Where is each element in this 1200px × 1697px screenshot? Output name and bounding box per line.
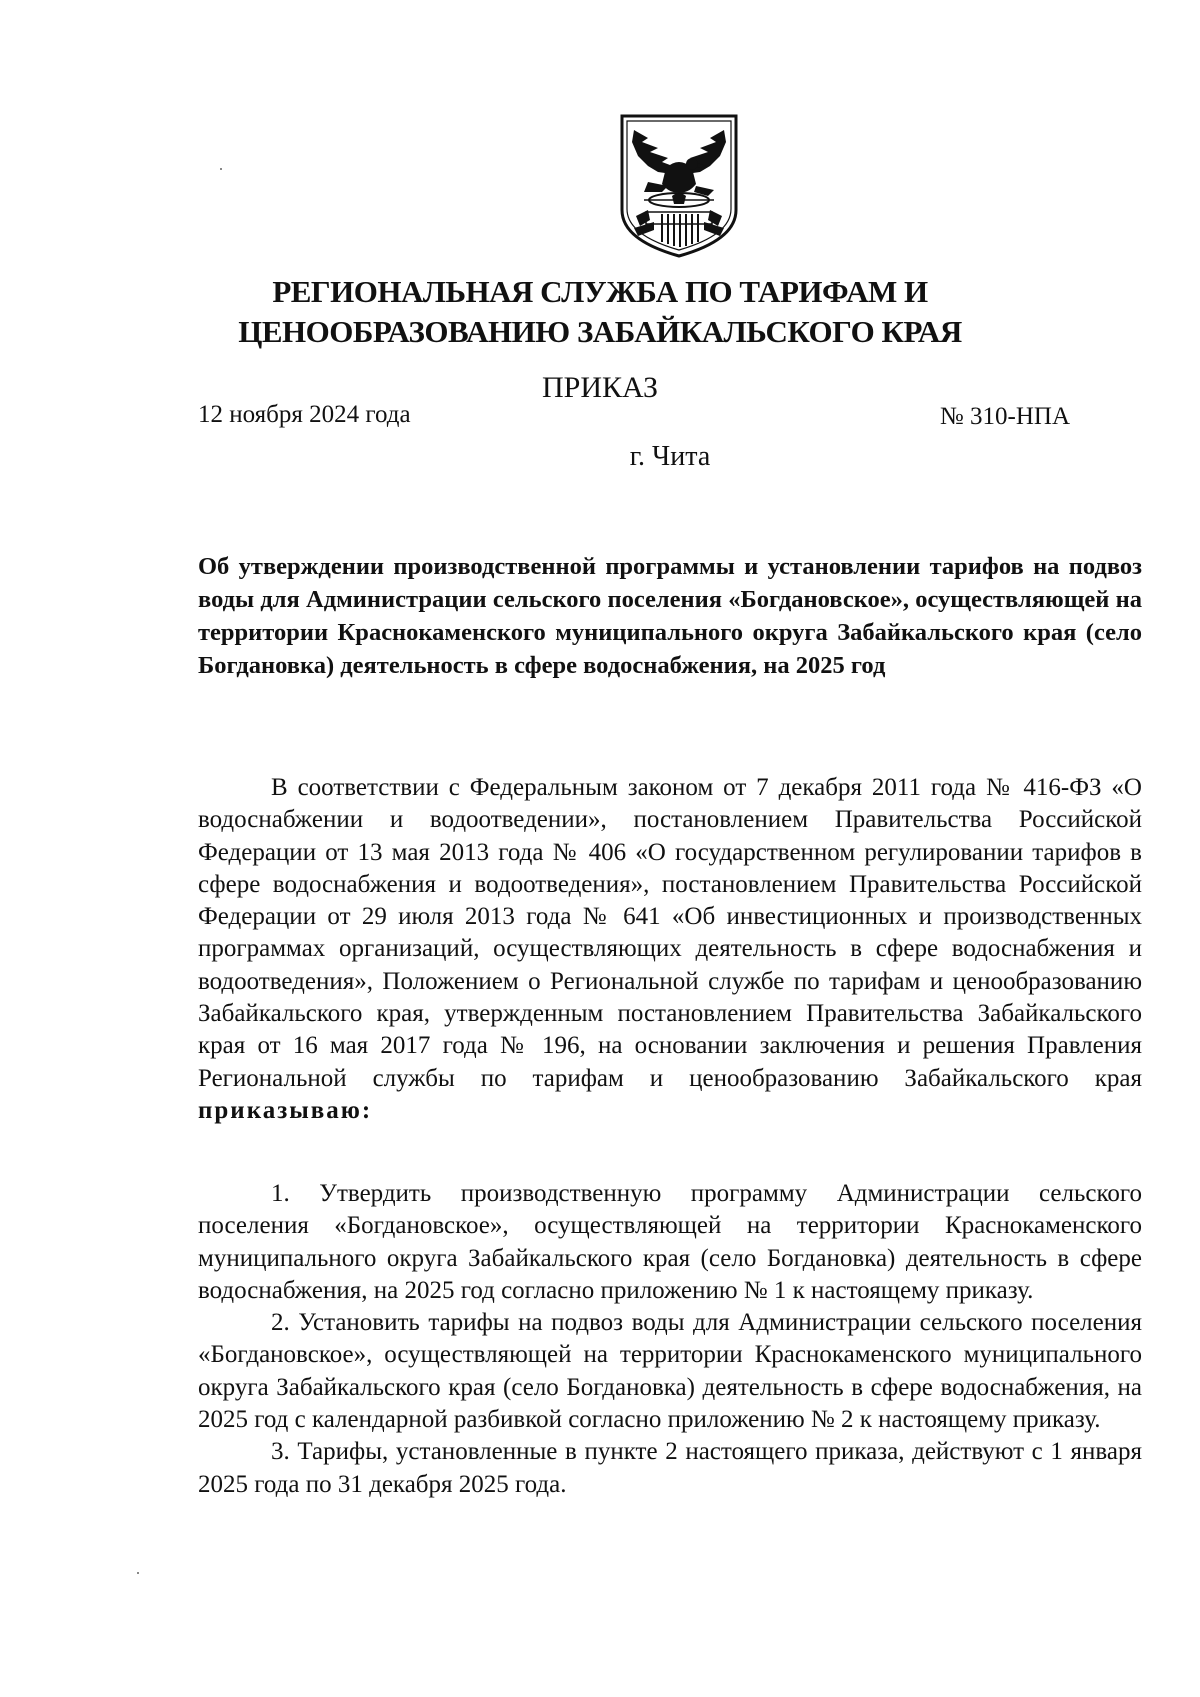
decree-word: приказываю: (198, 1096, 373, 1124)
organization-title-line-1: РЕГИОНАЛЬНАЯ СЛУЖБА ПО ТАРИФАМ И (272, 274, 928, 309)
scan-speck (220, 168, 222, 170)
document-number: № 310-НПА (939, 403, 1070, 430)
coat-of-arms-icon (618, 112, 740, 260)
order-subject: Об утверждении производственной программы и установлении тарифов на подвоз воды для Администрации сельского поселения «Богдановское», осуществляющей на территории Краснокаменского муниципального округа Забайкальского края (село Богдановка) деятельность в сфере водоснабжения, на 2025 год (198, 553, 1142, 679)
order-item-3: 3. Тарифы, установленные в пункте 2 настоящего приказа, действуют с 1 января 2025 года по 31 декабря 2025 года. (198, 1438, 1142, 1498)
order-items (198, 1178, 1142, 1501)
organization-title-line-2: ЦЕНООБРАЗОВАНИЮ ЗАБАЙКАЛЬСКОГО КРАЯ (238, 314, 962, 349)
order-item-2: 2. Установить тарифы на подвоз воды для Администрации сельского поселения «Богдановское», осуществляющей на территории Краснокаменского муниципального округа Забайкальского края (село Богдановка) деятельность в сфере водоснабжения, на 2025 год с календарной разбивкой согласно приложению № 2 к настоящему приказу. (198, 1309, 1142, 1434)
preamble-text: В соответствии с Федеральным законом от 7 декабря 2011 года № 416-ФЗ «О водоснабжении и водоотведении», постановлением Правительства Российской Федерации от 13 мая 2013 года № 406 «О государственном регулировании тарифов в сфере водоснабжения и водоотведения», постановлением Правительства Российской Федерации от 29 июля 2013 года № 641 «Об инвестиционных и производственных программах организаций, осуществляющих деятельность в сфере водоснабжения и водоотведения», Положением о Региональной службе по тарифам и ценообразованию Забайкальского края, утвержденным постановлением Правительства Забайкальского края от 16 мая 2017 года № 196, на основании заключения и решения Правления Региональной службы по тарифам и ценообразованию Забайкальского края (198, 774, 1142, 1092)
document-date: 12 ноября 2024 года (198, 401, 411, 428)
scan-speck (137, 1572, 139, 1574)
document-type: ПРИКАЗ (542, 371, 658, 404)
order-item-1: 1. Утвердить производственную программу Администрации сельского поселения «Богдановское», осуществляющей на территории Краснокаменского муниципального округа Забайкальского края (село Богдановка) деятельность в сфере водоснабжения, на 2025 год согласно приложению № 1 к настоящему приказу. (198, 1180, 1142, 1304)
document-city: г. Чита (629, 441, 711, 472)
order-preamble (198, 772, 1142, 1127)
